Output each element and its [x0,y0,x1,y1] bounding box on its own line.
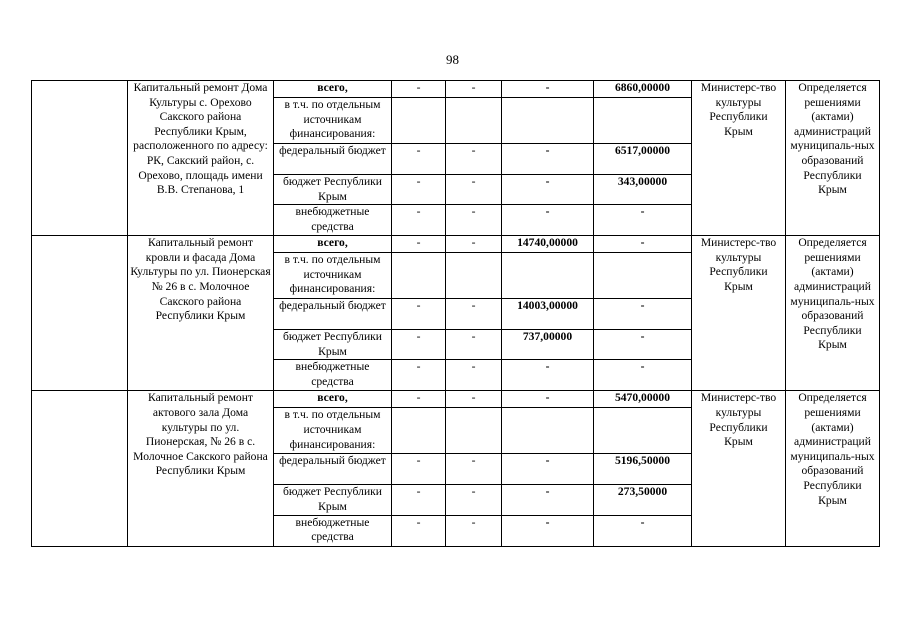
amount-cell-v4 [594,408,692,454]
amount-cell-v1: - [392,454,446,485]
amount-cell-v2: - [446,515,502,546]
funding-source-label: бюджет Республики Крым [274,330,392,360]
row-number-cell [32,81,128,236]
amount-cell-v4: 6517,00000 [594,144,692,175]
note-cell: Определяется решениями (актами) администраций муниципаль-ных образований Республики Крым [786,81,880,236]
funding-source-label: федеральный бюджет [274,144,392,175]
amount-cell-v4 [594,253,692,299]
amount-cell-v3: - [502,175,594,205]
amount-cell-v4: - [594,236,692,253]
amount-cell-v1: - [392,144,446,175]
amount-cell-v1: - [392,299,446,330]
row-number-cell [32,236,128,391]
amount-cell-v3: 14740,00000 [502,236,594,253]
amount-cell-v2: - [446,391,502,408]
funding-source-label: внебюджетные средства [274,205,392,236]
table-row [32,236,880,253]
amount-cell-v1 [392,98,446,144]
amount-cell-v2: - [446,454,502,485]
amount-cell-v3 [502,98,594,144]
amount-cell-v1: - [392,205,446,236]
funding-source-label: всего, [274,236,392,253]
amount-cell-v4: - [594,515,692,546]
responsible-executor-cell: Министерс-тво культуры Республики Крым [692,81,786,236]
funding-source-label: бюджет Республики Крым [274,485,392,515]
amount-cell-v2: - [446,485,502,515]
amount-cell-v1: - [392,485,446,515]
amount-cell-v1: - [392,360,446,391]
amount-cell-v3: - [502,515,594,546]
row-number-cell [32,391,128,546]
object-name-cell: Капитальный ремонт актового зала Дома культуры по ул. Пионерская, № 26 в с. Молочное Сакского района Республики Крым [128,391,274,546]
funding-source-label: в т.ч. по отдельным источникам финансирования: [274,98,392,144]
note-cell: Определяется решениями (актами) администраций муниципаль-ных образований Республики Крым [786,391,880,546]
amount-cell-v1 [392,408,446,454]
amount-cell-v4: - [594,299,692,330]
amount-cell-v3: - [502,360,594,391]
amount-cell-v4: - [594,360,692,391]
funding-source-label: всего, [274,391,392,408]
amount-cell-v3: - [502,205,594,236]
amount-cell-v1: - [392,81,446,98]
amount-cell-v3: - [502,81,594,98]
funding-source-label: федеральный бюджет [274,299,392,330]
funding-source-label: внебюджетные средства [274,515,392,546]
amount-cell-v3: - [502,485,594,515]
amount-cell-v3: 14003,00000 [502,299,594,330]
amount-cell-v2 [446,408,502,454]
responsible-executor-cell: Министерс-тво культуры Республики Крым [692,391,786,546]
amount-cell-v2: - [446,144,502,175]
amount-cell-v4: 5196,50000 [594,454,692,485]
table-row [32,81,880,98]
amount-cell-v1: - [392,175,446,205]
amount-cell-v2 [446,253,502,299]
financing-table [31,80,880,547]
funding-source-label: внебюджетные средства [274,360,392,391]
amount-cell-v3: - [502,144,594,175]
amount-cell-v4: - [594,205,692,236]
note-cell: Определяется решениями (актами) администраций муниципаль-ных образований Республики Крым [786,236,880,391]
funding-source-label: всего, [274,81,392,98]
object-name-cell: Капитальный ремонт кровли и фасада Дома Культуры по ул. Пионерская № 26 в с. Молочное Сакского района Республики Крым [128,236,274,391]
funding-source-label: бюджет Республики Крым [274,175,392,205]
amount-cell-v2: - [446,175,502,205]
funding-source-label: федеральный бюджет [274,454,392,485]
funding-source-label: в т.ч. по отдельным источникам финансирования: [274,408,392,454]
amount-cell-v3 [502,253,594,299]
amount-cell-v2: - [446,360,502,391]
page-number: 98 [446,52,459,67]
amount-cell-v2: - [446,81,502,98]
amount-cell-v4 [594,98,692,144]
amount-cell-v1: - [392,236,446,253]
object-name-cell: Капитальный ремонт Дома Культуры с. Орехово Сакского района Республики Крым, расположенного по адресу: РК, Сакский район, с. Орехово, площадь имени В.В. Степанова, 1 [128,81,274,236]
table-body [32,81,880,547]
amount-cell-v1 [392,253,446,299]
amount-cell-v3: - [502,454,594,485]
amount-cell-v2: - [446,299,502,330]
amount-cell-v2: - [446,236,502,253]
amount-cell-v4: 5470,00000 [594,391,692,408]
amount-cell-v4: 273,50000 [594,485,692,515]
amount-cell-v1: - [392,515,446,546]
amount-cell-v1: - [392,330,446,360]
amount-cell-v2: - [446,205,502,236]
amount-cell-v4: - [594,330,692,360]
amount-cell-v1: - [392,391,446,408]
responsible-executor-cell: Министерс-тво культуры Республики Крым [692,236,786,391]
amount-cell-v3: 737,00000 [502,330,594,360]
table-row [32,391,880,408]
amount-cell-v3: - [502,391,594,408]
amount-cell-v4: 6860,00000 [594,81,692,98]
amount-cell-v3 [502,408,594,454]
amount-cell-v4: 343,00000 [594,175,692,205]
amount-cell-v2 [446,98,502,144]
funding-source-label: в т.ч. по отдельным источникам финансирования: [274,253,392,299]
amount-cell-v2: - [446,330,502,360]
